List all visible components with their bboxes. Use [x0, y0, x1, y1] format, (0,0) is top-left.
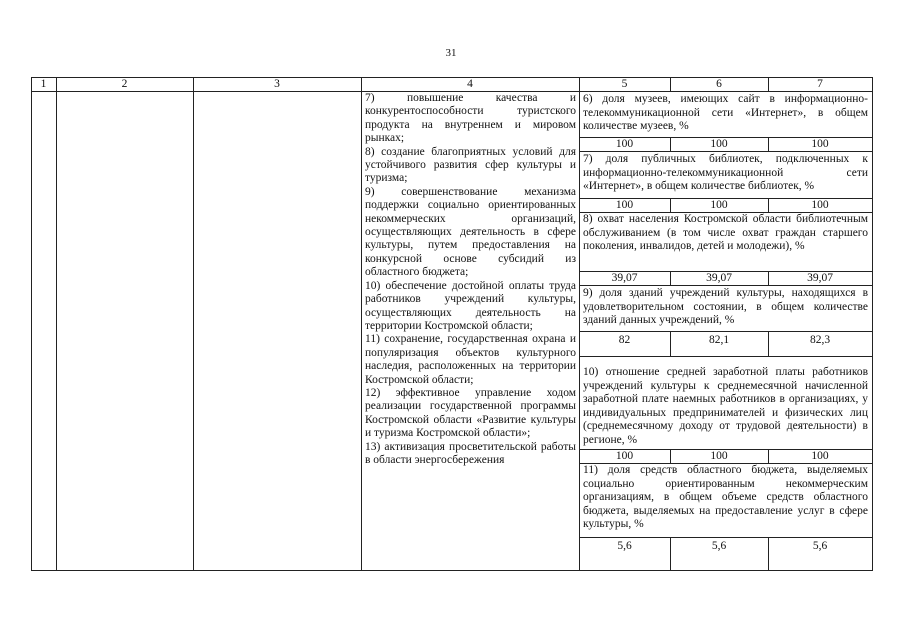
row-divider [579, 331, 872, 332]
table-border-bottom [31, 570, 873, 571]
indicator-text: 10) отношение средней заработной платы работников учреждений культуры к среднемесячной начисленной заработной плате наемных работников в организациях, у индивидуальных предпринимателей и физических лиц (среднемесячному доходу от трудовой деятельности) в регионе, % [583, 366, 868, 446]
indicator-value: 39,07 [706, 272, 732, 284]
indicator-value: 82,1 [708, 334, 730, 346]
indicator-value: 100 [710, 199, 728, 211]
indicator-value: 100 [811, 199, 829, 211]
indicator-value: 5,6 [812, 540, 828, 552]
indicator-value: 100 [811, 450, 829, 462]
header-col-7: 7 [817, 78, 823, 90]
row-divider [579, 285, 872, 286]
task-item: 8) создание благоприятных условий для устойчивого развития сфер культуры и туризма; [365, 145, 576, 185]
task-item: 10) обеспечение достойной оплаты труда работников учреждений культуры, осуществляющих деятельность на территории Костромской области; [365, 279, 576, 332]
row-divider [579, 356, 872, 357]
header-col-1: 1 [40, 78, 47, 90]
task-item: 7) повышение качества и конкурентоспособности туристского продукта на внутреннем и мировом рынках; [365, 92, 576, 145]
tasks-list [365, 92, 576, 467]
task-item: 11) сохранение, государственная охрана и популяризация объектов культурного наследия, расположенных на территории Костромской области; [365, 333, 576, 386]
row-divider [579, 151, 872, 152]
indicator-value: 39,07 [611, 272, 638, 284]
row-divider [579, 537, 872, 538]
indicator-value: 100 [615, 138, 634, 150]
indicator-text: 9) доля зданий учреждений культуры, находящихся в удовлетворительном состоянии, в общем количестве зданий данных учреждений, % [583, 287, 868, 327]
indicator-text: 8) охват населения Костромской области библиотечным обслуживанием (в том числе охват граждан старшего поколения, инвалидов, детей и молодежи), % [583, 213, 868, 253]
task-item: 13) активизация просветительской работы в области энергосбережения [365, 440, 576, 466]
indicator-value: 82 [618, 334, 631, 346]
header-col-2: 2 [121, 78, 128, 90]
indicator-text: 7) доля публичных библиотек, подключенных к информационно-телекоммуникационной сети «Интернет», в общем количестве библиотек, % [583, 153, 868, 193]
table-border-left [31, 77, 32, 571]
indicator-value: 100 [615, 450, 634, 462]
indicator-value: 100 [615, 199, 634, 211]
program-table [31, 77, 873, 571]
header-col-3: 3 [274, 78, 280, 90]
page-number: 31 [445, 47, 457, 59]
indicator-text: 11) доля средств областного бюджета, выделяемых социально ориентированным некоммерческим организациям, в общем объеме средств областного бюджета, выделяемых на предоставление услуг в сфере культуры, % [583, 464, 868, 531]
column-divider [193, 77, 194, 571]
indicator-value: 39,07 [807, 272, 833, 284]
column-divider [361, 77, 362, 571]
indicator-text: 6) доля музеев, имеющих сайт в информационно-телекоммуникационной сети «Интернет», в общем количестве музеев, % [583, 93, 868, 133]
column-divider [56, 77, 57, 571]
task-item: 12) эффективное управление ходом реализации государственной программы Костромской области «Развитие культуры и туризма Костромской области»; [365, 386, 576, 440]
indicator-value: 5,6 [711, 540, 727, 552]
indicator-value: 5,6 [617, 540, 632, 552]
header-col-5: 5 [621, 78, 628, 90]
header-col-4: 4 [467, 78, 473, 90]
indicator-value: 100 [811, 138, 829, 150]
table-border-right [872, 77, 873, 571]
indicator-value: 82,3 [809, 334, 831, 346]
task-item: 9) совершенствование механизма поддержки социально ориентированных некоммерческих организаций, осуществляющих деятельность в сфере культуры, путем предоставления на конкурсной основе субсидий из областного бюджета; [365, 185, 576, 279]
indicator-value: 100 [710, 450, 728, 462]
indicator-value: 100 [710, 138, 728, 150]
header-col-6: 6 [716, 78, 722, 90]
